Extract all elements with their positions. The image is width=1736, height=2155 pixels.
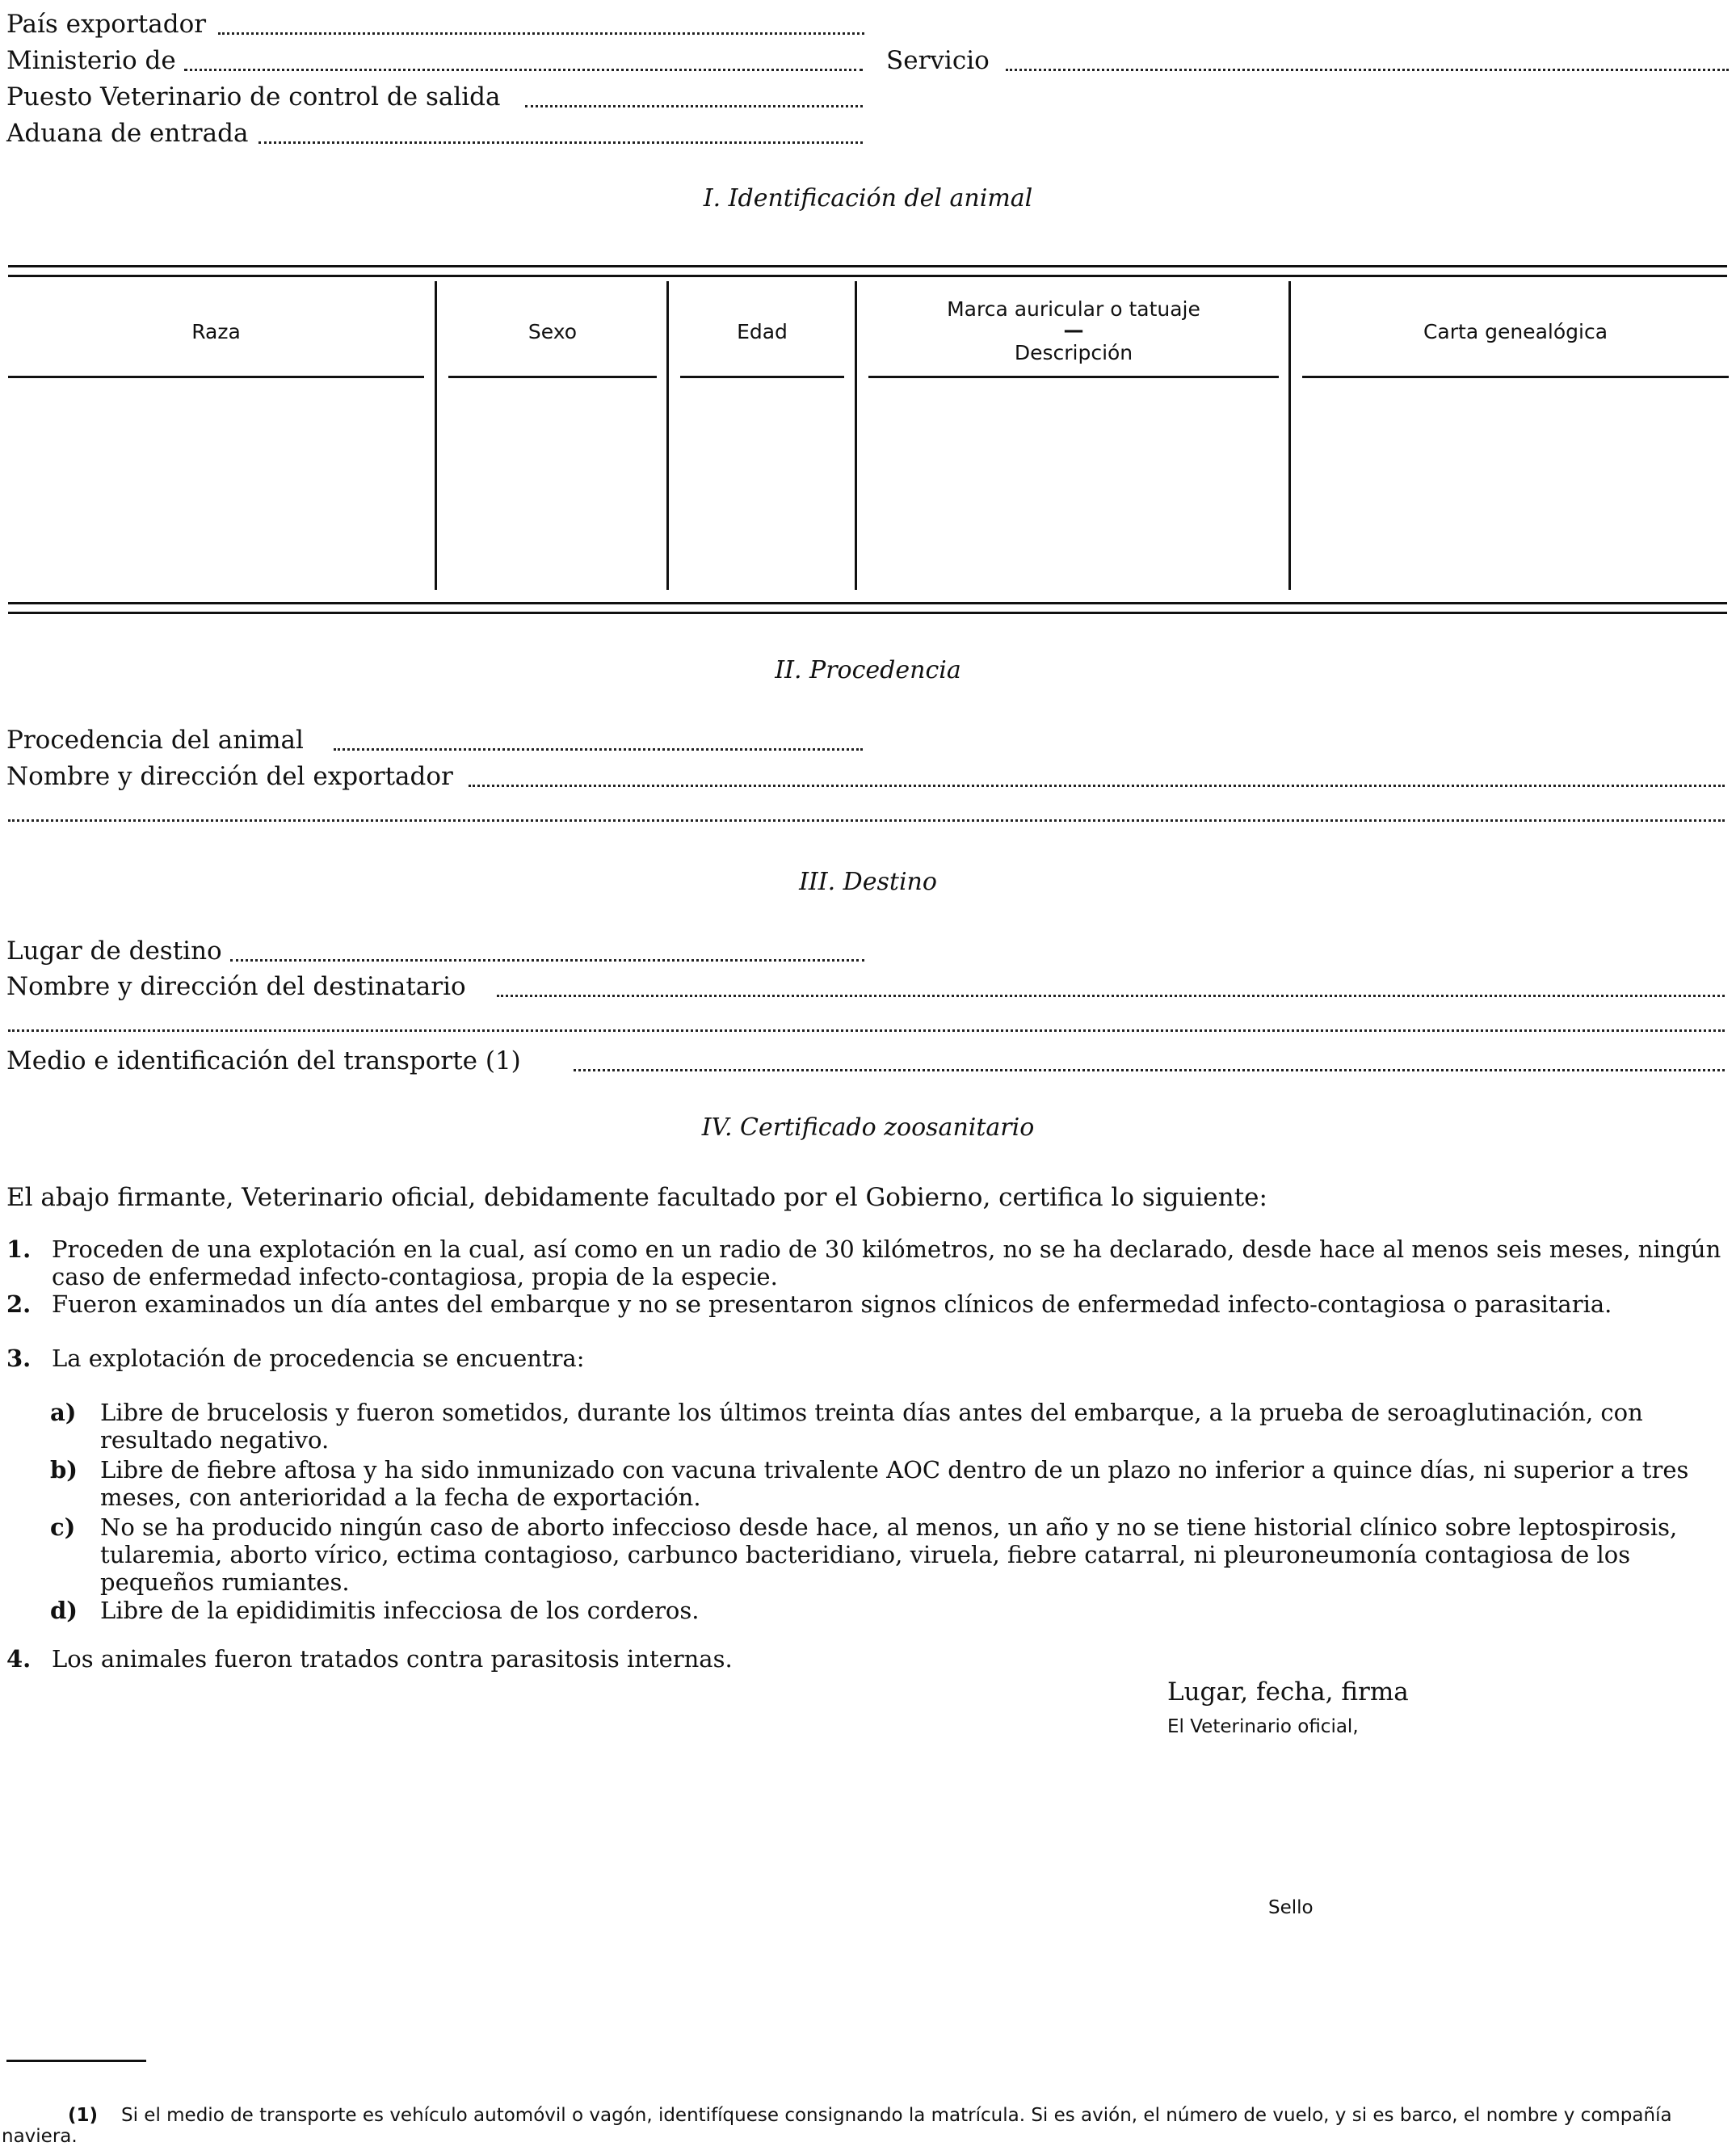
column-raza: Raza (191, 320, 241, 343)
label-pais-exportador: País exportador (6, 10, 207, 39)
subitem-c-text: No se ha producido ningún caso de aborto infeccioso desde hace, al menos, un año y no se tiene historial clínico sobre leptospirosis, tularemia, aborto vírico, ectima contagioso, carbunco bacteridiano, viruela, fiebre catarral, ni pleuroneumonía contagiosa de los pequeños rumiantes. (100, 1513, 1678, 1596)
column-marca-auricular: Marca auricular o tatuaje (947, 297, 1200, 321)
field-transporte[interactable] (574, 1069, 1725, 1071)
field-destinatario[interactable] (497, 995, 1725, 997)
item-2-number: 2. (6, 1290, 32, 1318)
label-servicio: Servicio (886, 46, 990, 75)
signature-veterinario: El Veterinario oficial, (1167, 1716, 1359, 1737)
stamp-label: Sello (1268, 1897, 1314, 1918)
label-exportador: Nombre y dirección del exportador (6, 762, 453, 791)
field-puesto-veterinario[interactable] (525, 105, 863, 107)
footnote-text: Si el medio de transporte es vehículo automóvil o vagón, identifíquese consignando la matrícula. Si es avión, el número de vuelo, y si es barco, el nombre y compañía naviera. (2, 2105, 1672, 2147)
field-aduana-entrada[interactable] (259, 141, 863, 144)
field-ministerio[interactable] (184, 69, 863, 71)
subitem-a-label: a) (50, 1399, 77, 1426)
field-exportador-line-2[interactable] (8, 819, 1725, 822)
item-3-number: 3. (6, 1345, 32, 1372)
table-bottom-rule-2 (8, 612, 1727, 614)
subitem-b-text: Libre de fiebre aftosa y ha sido inmunizado con vacuna trivalente AOC dentro de un plazo no inferior a quince días, ni superior a tres meses, con anterioridad a la fecha de exportación. (100, 1456, 1689, 1511)
table-bottom-rule-1 (8, 602, 1727, 604)
subitem-b-label: b) (50, 1456, 78, 1484)
column-carta-genealogica: Carta genealógica (1423, 320, 1608, 343)
column-sexo: Sexo (528, 320, 578, 343)
field-lugar-destino[interactable] (230, 959, 864, 962)
footnote-rule (6, 2060, 146, 2062)
footnote-mark: (1) (68, 2105, 99, 2126)
table-top-rule-2 (8, 275, 1727, 277)
certificate-intro: El abajo firmante, Veterinario oficial, debidamente facultado por el Gobierno, certifica lo siguiente: (6, 1183, 1267, 1212)
subitem-d-label: d) (50, 1597, 78, 1624)
column-edad: Edad (737, 320, 788, 343)
field-destinatario-line-2[interactable] (8, 1029, 1725, 1032)
item-1-text: Proceden de una explotación en la cual, así como en un radio de 30 kilómetros, no se ha declarado, desde hace al menos seis meses, ningún caso de enfermedad infecto-contagiosa, propia de la especie. (52, 1235, 1721, 1290)
label-procedencia-animal: Procedencia del animal (6, 726, 304, 755)
label-puesto-veterinario: Puesto Veterinario de control de salida (6, 82, 501, 112)
column-marca-dash: — (1063, 318, 1084, 342)
section-1-title: I. Identificación del animal (703, 184, 1033, 213)
field-servicio[interactable] (1006, 69, 1729, 71)
section-4-title: IV. Certificado zoosanitario (701, 1113, 1035, 1142)
section-3-title: III. Destino (799, 868, 937, 896)
column-descripcion: Descripción (1014, 341, 1133, 364)
section-2-title: II. Procedencia (775, 656, 961, 684)
item-1-number: 1. (6, 1235, 32, 1263)
subitem-a-text: Libre de brucelosis y fueron sometidos, durante los últimos treinta días antes del embarque, a la prueba de seroaglutinación, con resultado negativo. (100, 1399, 1643, 1454)
item-3-text: La explotación de procedencia se encuentra: (52, 1345, 585, 1372)
subitem-c-label: c) (50, 1513, 76, 1541)
label-aduana-entrada: Aduana de entrada (6, 119, 249, 148)
signature-place-date: Lugar, fecha, firma (1167, 1677, 1409, 1707)
field-procedencia-animal[interactable] (334, 748, 863, 751)
field-pais-exportador[interactable] (218, 32, 864, 35)
item-4-text: Los animales fueron tratados contra parasitosis internas. (52, 1645, 733, 1673)
label-lugar-destino: Lugar de destino (6, 936, 222, 966)
label-destinatario: Nombre y dirección del destinatario (6, 972, 466, 1001)
item-2-text: Fueron examinados un día antes del embarque y no se presentaron signos clínicos de enfermedad infecto-contagiosa o parasitaria. (52, 1290, 1612, 1318)
field-exportador[interactable] (469, 785, 1725, 787)
item-4-number: 4. (6, 1645, 32, 1673)
subitem-d-text: Libre de la epididimitis infecciosa de los corderos. (100, 1597, 700, 1624)
label-ministerio: Ministerio de (6, 46, 176, 75)
label-transporte: Medio e identificación del transporte (1) (6, 1046, 521, 1075)
table-top-rule-1 (8, 265, 1727, 267)
